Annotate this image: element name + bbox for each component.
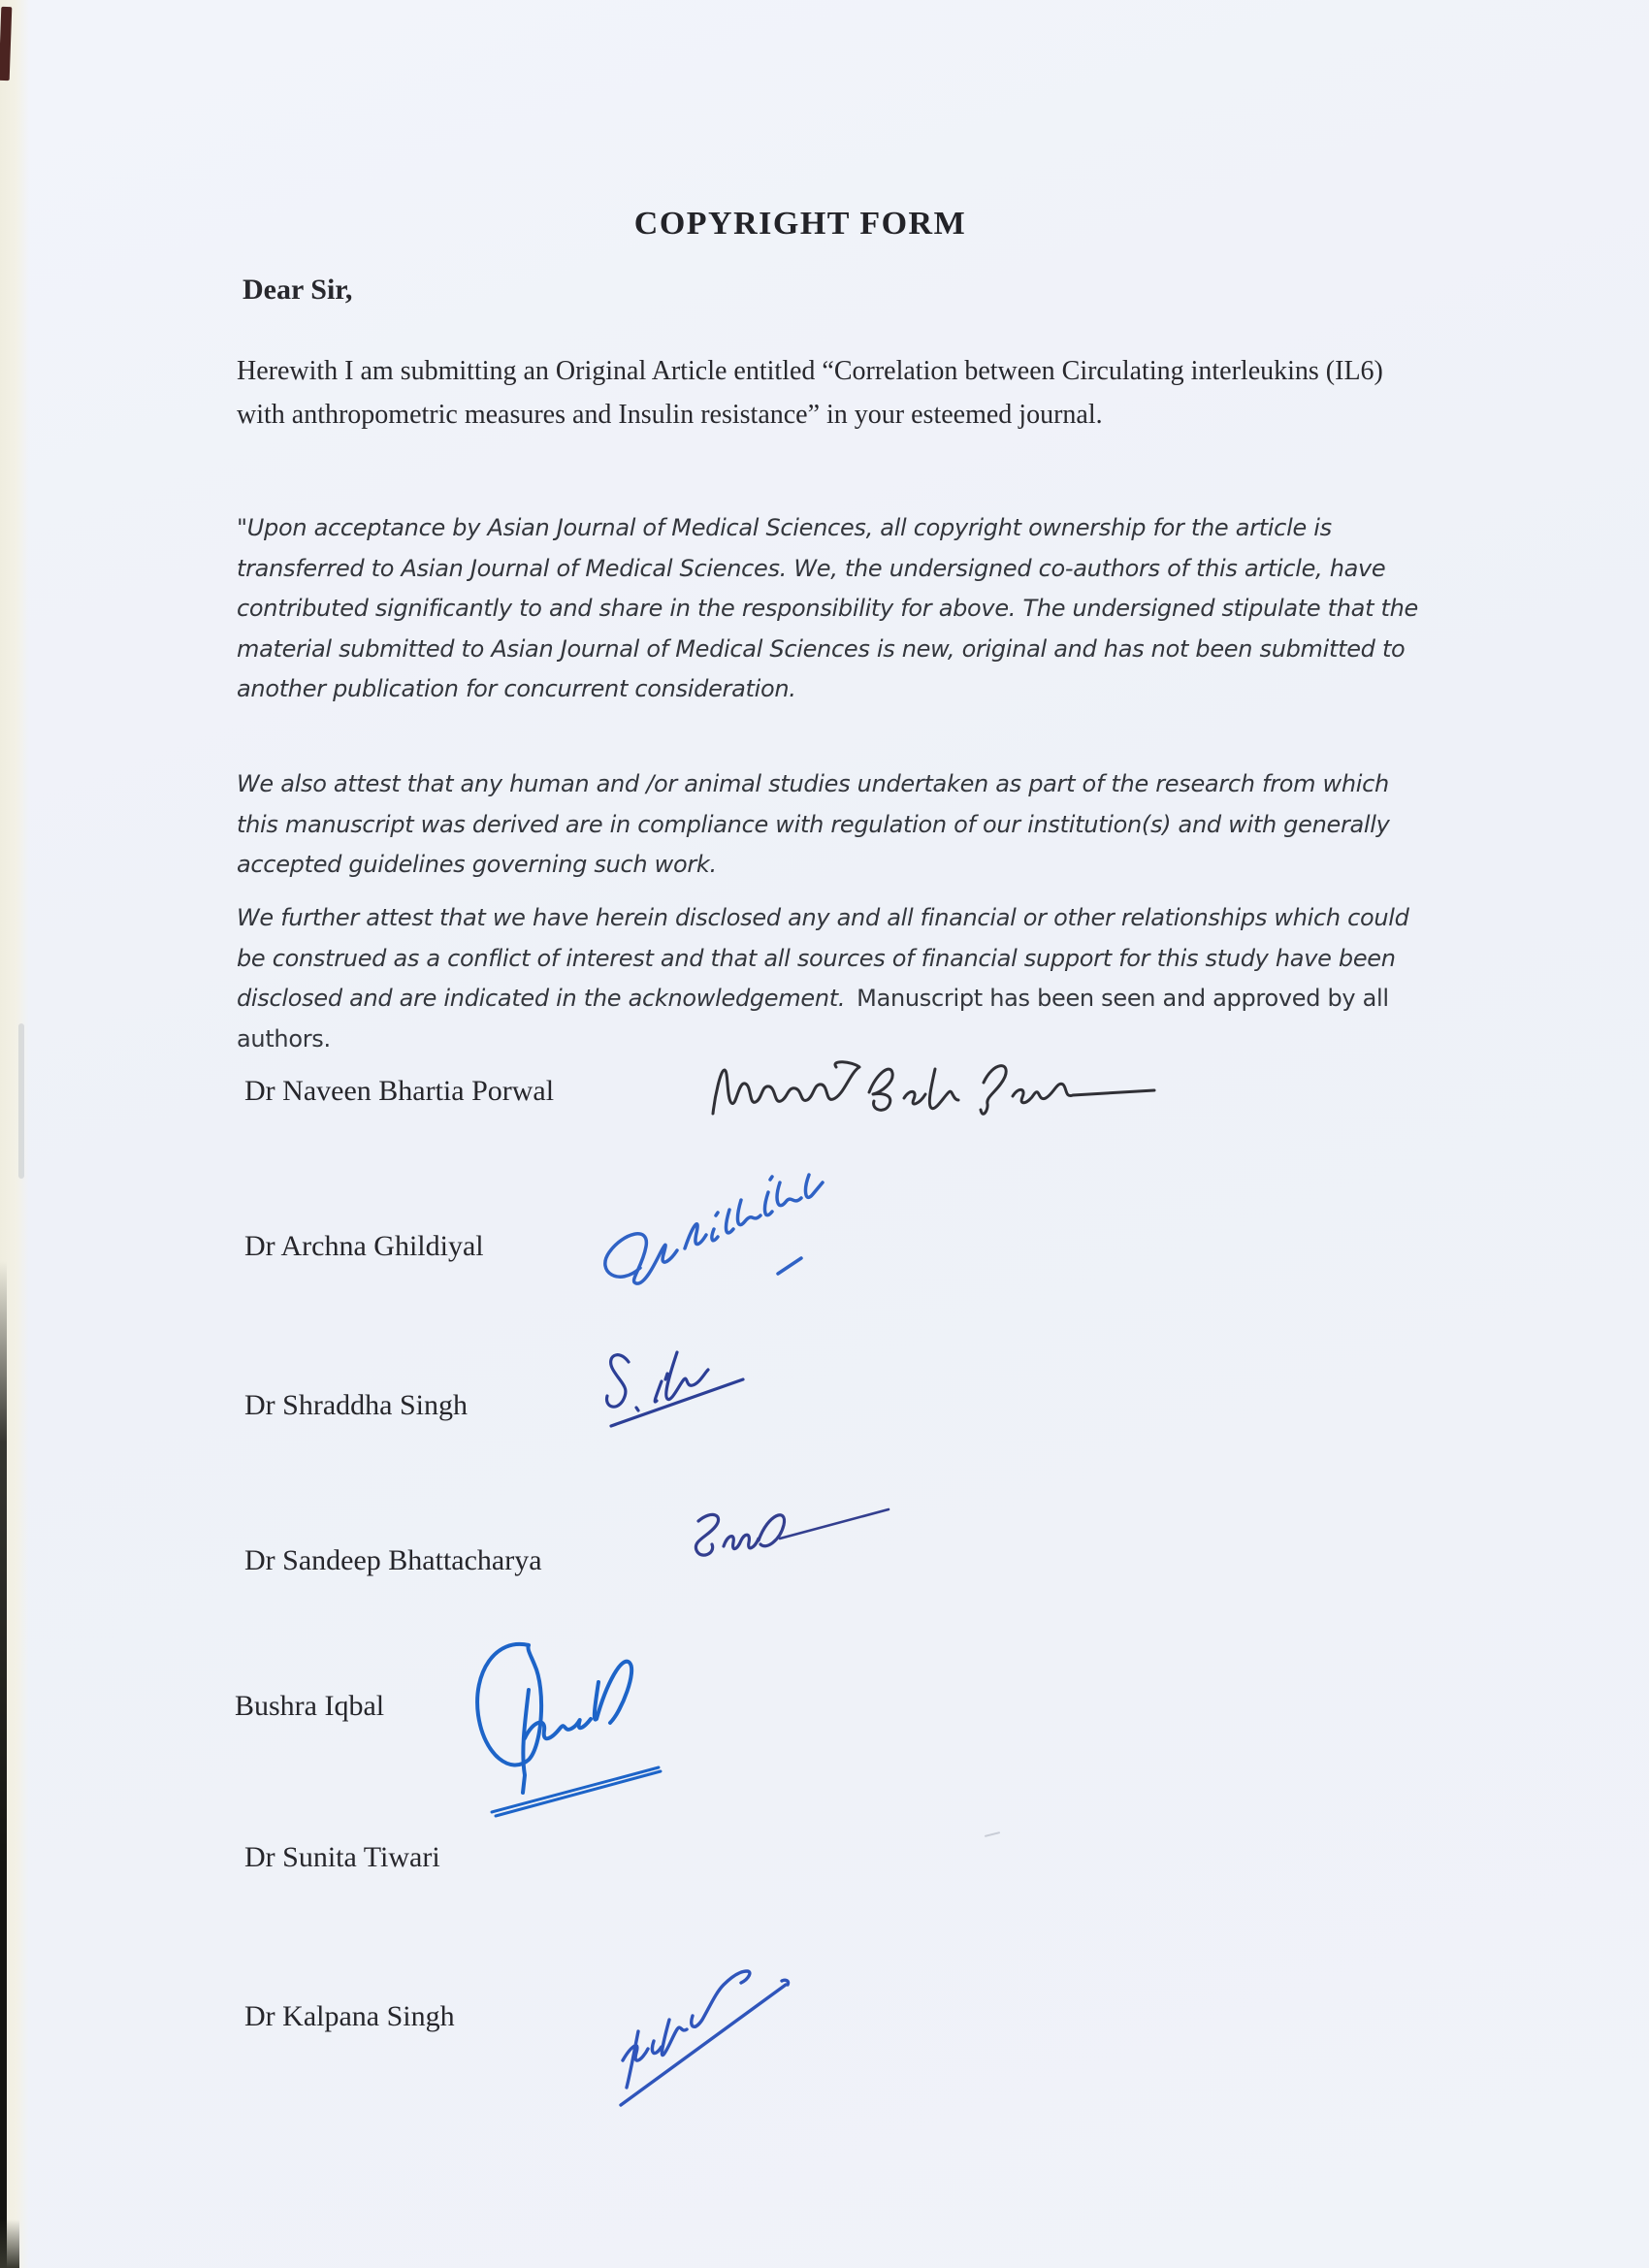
copyright-paragraph: "Upon acceptance by Asian Journal of Medical Sciences, all copyright ownership for the article is transferred to Asian Journal of Medical Sciences. We, the undersigned co-authors of this article, have contributed significantly to and share in the responsibility for above. The undersigned stipulate that the material submitted to Asian Journal of Medical Sciences is new, original and has not been submitted to another publication for concurrent consideration.	[237, 514, 1419, 702]
author-name-shraddha: Dr Shraddha Singh	[244, 1389, 468, 1421]
author-row	[244, 1841, 440, 1874]
author-row	[244, 1389, 468, 1422]
signature-naveen-bhartia-porwal	[706, 1050, 1162, 1147]
scanner-edge-shadow	[0, 1261, 7, 2268]
signature-archna-ghildiyal	[580, 1159, 871, 1305]
author-name-naveen: Dr Naveen Bhartia Porwal	[244, 1075, 555, 1107]
author-name-sunita: Dr Sunita Tiwari	[244, 1841, 440, 1873]
author-name-sandeep: Dr Sandeep Bhattacharya	[244, 1544, 542, 1576]
signature-shraddha-singh	[599, 1341, 784, 1442]
author-row	[244, 2000, 455, 2033]
scan-streak	[18, 1023, 24, 1179]
author-name-archna: Dr Archna Ghildiyal	[244, 1230, 484, 1262]
author-name-kalpana: Dr Kalpana Singh	[244, 2000, 455, 2032]
salutation: Dear Sir,	[242, 274, 353, 306]
author-row	[244, 1230, 484, 1263]
signature-sandeep-bhattacharya	[667, 1502, 895, 1579]
scan-corner-shadow	[0, 2219, 19, 2268]
signature-bushra-iqbal	[432, 1622, 713, 1821]
intro-paragraph: Herewith I am submitting an Original Article entitled “Correlation between Circulating interleukins (IL6) with anthropometric measures and Insulin resistance” in your esteemed journal.	[237, 356, 1383, 430]
signature-kalpana-singh	[613, 1942, 807, 2117]
page-title: COPYRIGHT FORM	[633, 206, 967, 242]
author-row	[235, 1690, 384, 1723]
ethics-paragraph: We also attest that any human and /or animal studies undertaken as part of the research from which this manuscript was derived are in compliance with regulation of our institution(s) and with generally accepted guidelines governing such work.	[237, 770, 1390, 878]
author-row	[244, 1544, 542, 1577]
author-name-bushra: Bushra Iqbal	[235, 1690, 385, 1722]
author-row	[244, 1075, 554, 1108]
disclosure-italic-text: We further attest that we have herein disclosed any and all financial or other relationships which could be construed as a conflict of interest and that all sources of financial support for this study have been disclosed and are indicated in the acknowledgement.	[237, 904, 1409, 1012]
disclosure-paragraph	[237, 898, 1422, 1059]
scan-speck	[985, 1831, 1000, 1837]
disclosure-plain-text: Manuscript has been seen and approved by all authors.	[237, 985, 1389, 1053]
